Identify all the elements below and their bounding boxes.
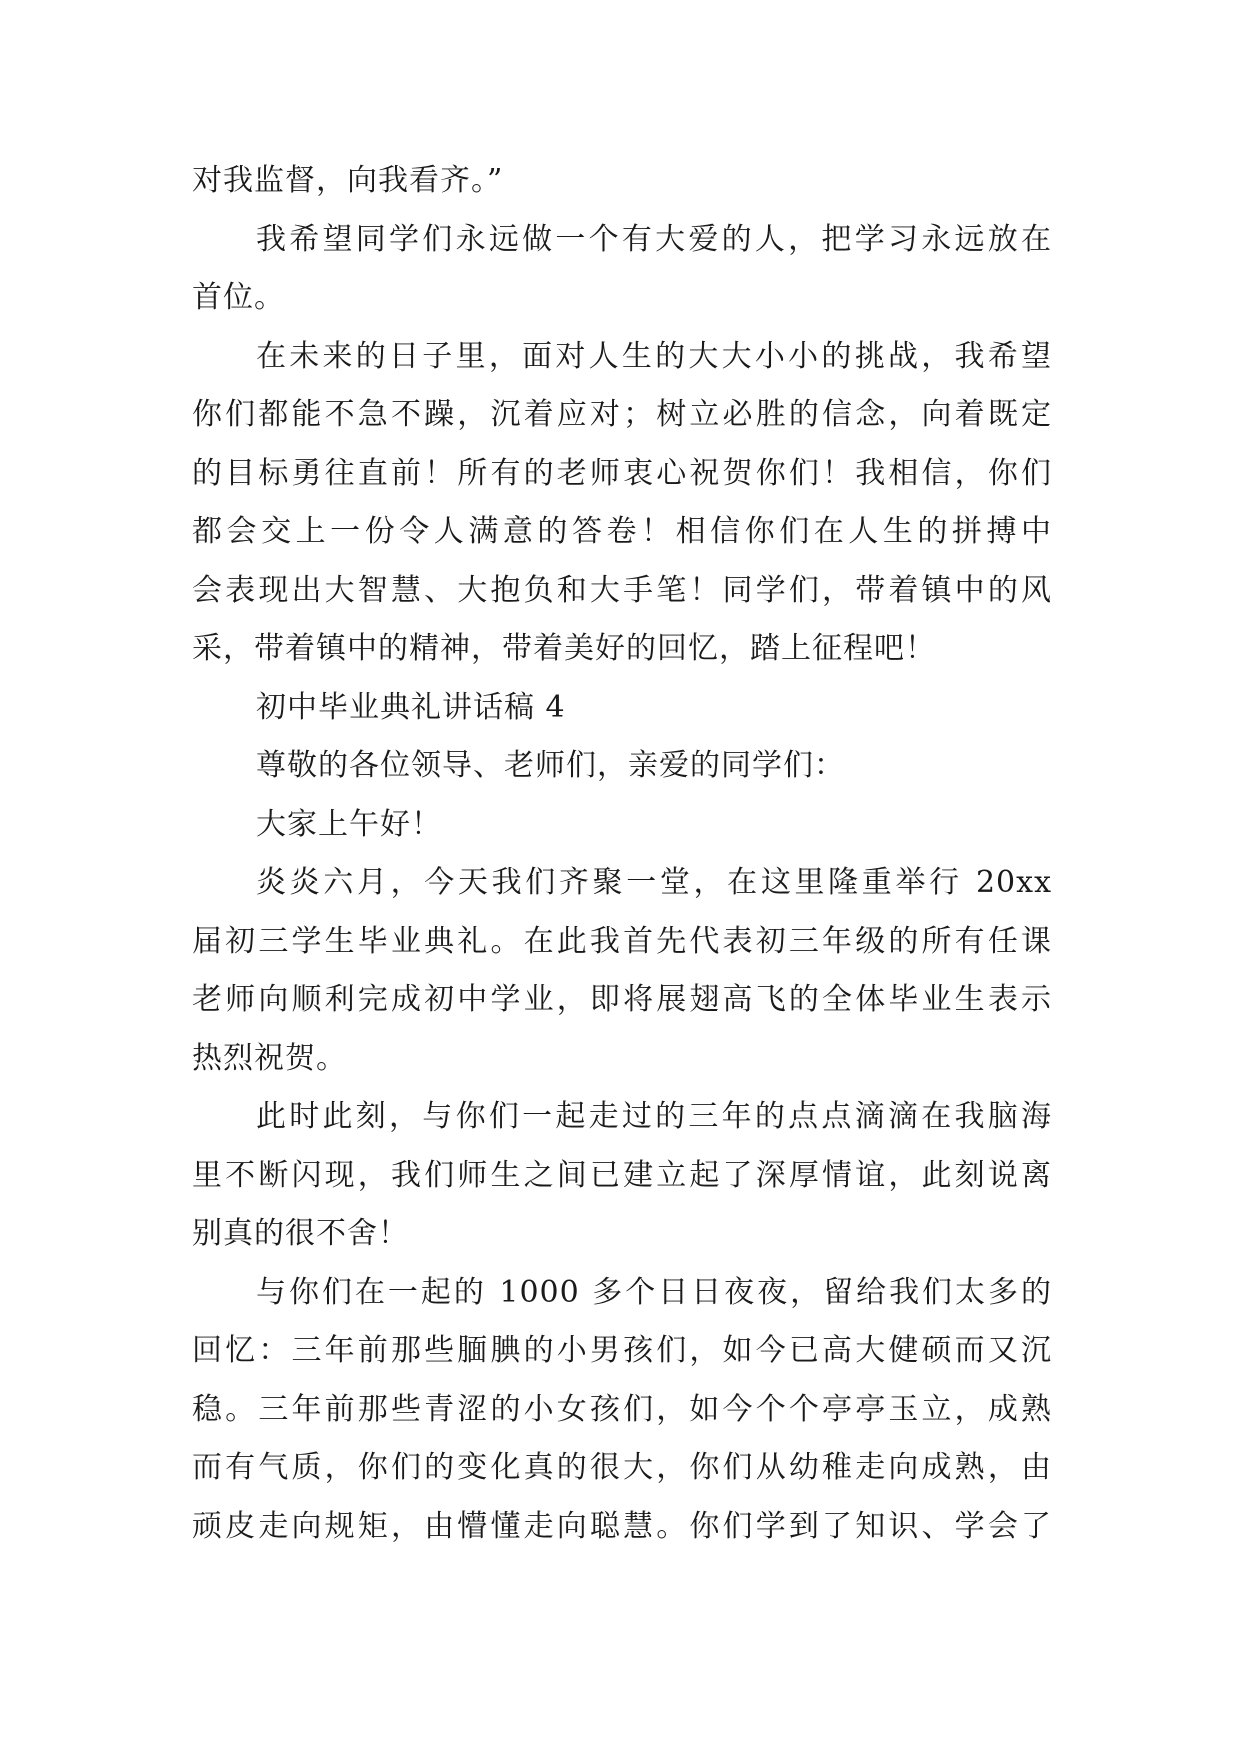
text-line: 都会交上一份令人满意的答卷！相信你们在人生的拼搏中 (192, 514, 1052, 549)
paragraph-2 (192, 211, 1052, 328)
text-line: 的目标勇往直前！所有的老师衷心祝贺你们！我相信，你们 (192, 455, 1052, 491)
text-line: 会表现出大智慧、大抱负和大手笔！同学们，带着镇中的风 (192, 572, 1052, 608)
text-line: 与你们在一起的 1000 多个日日夜夜，留给我们太多的 (256, 1274, 1052, 1310)
text-line: 顽皮走向规矩，由懵懂走向聪慧。你们学到了知识、学会了 (192, 1508, 1052, 1544)
text-line: 里不断闪现，我们师生之间已建立起了深厚情谊，此刻说离 (192, 1157, 1052, 1193)
text-line: 回忆：三年前那些腼腆的小男孩们，如今已高大健硕而又沉 (192, 1333, 1052, 1368)
document-body (192, 152, 1052, 1556)
text-line: 炎炎六月，今天我们齐聚一堂，在这里隆重举行 20xx (256, 865, 1052, 900)
paragraph-1 (192, 152, 1052, 211)
paragraph-7 (192, 854, 1052, 1088)
text-line: 大家上午好！ (256, 806, 442, 842)
text-line: 届初三学生毕业典礼。在此我首先代表初三年级的所有任课 (192, 923, 1052, 959)
greeting (192, 796, 1052, 855)
text-line: 热烈祝贺。 (192, 1040, 347, 1076)
section-heading (192, 679, 1052, 738)
text-line: 你们都能不急不躁，沉着应对；树立必胜的信念，向着既定 (192, 397, 1052, 432)
text-line: 稳。三年前那些青涩的小女孩们，如今个个亭亭玉立，成熟 (192, 1391, 1052, 1427)
text-line: 此时此刻，与你们一起走过的三年的点点滴滴在我脑海 (256, 1099, 1052, 1134)
text-line: 老师向顺利完成初中学业，即将展翅高飞的全体毕业生表示 (192, 982, 1052, 1017)
text-line: 初中毕业典礼讲话稿 4 (256, 689, 566, 725)
text-line: 在未来的日子里，面对人生的大大小小的挑战，我希望 (256, 338, 1052, 374)
text-line: 首位。 (192, 280, 285, 315)
text-line: 而有气质，你们的变化真的很大，你们从幼稚走向成熟，由 (192, 1450, 1052, 1485)
text-line: 对我监督，向我看齐。” (192, 163, 504, 198)
text-line: 尊敬的各位领导、老师们，亲爱的同学们： (256, 748, 845, 783)
paragraph-8 (192, 1088, 1052, 1264)
text-line: 采，带着镇中的精神，带着美好的回忆，踏上征程吧！ (192, 631, 936, 666)
paragraph-3 (192, 328, 1052, 679)
salutation (192, 737, 1052, 796)
text-line: 别真的很不舍！ (192, 1216, 409, 1251)
text-line: 我希望同学们永远做一个有大爱的人，把学习永远放在 (256, 221, 1052, 257)
paragraph-9 (192, 1264, 1052, 1557)
